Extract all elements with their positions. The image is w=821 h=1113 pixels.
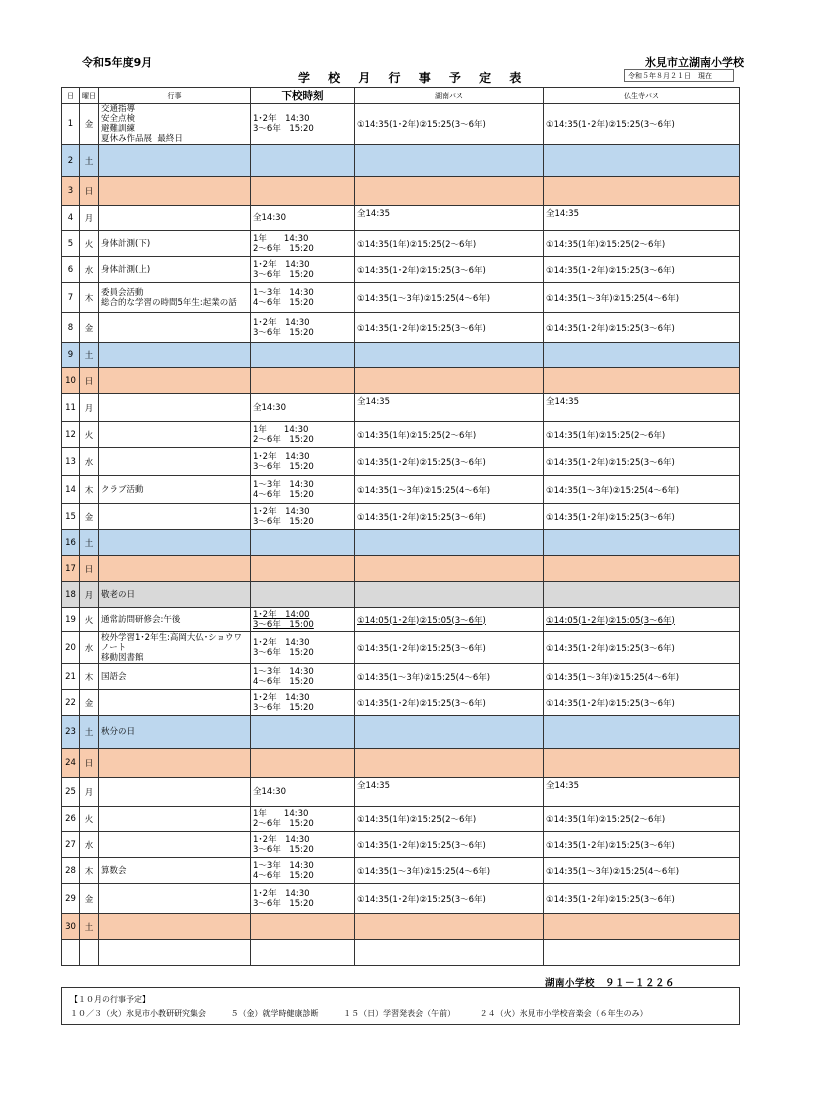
weekday-cell: 火 xyxy=(80,422,99,448)
dismissal-cell: 1･2年 14:30 3～6年 15:20 xyxy=(251,884,355,914)
col-bus-busshoji: 仏生寺バス xyxy=(544,88,740,104)
bus-konan-cell: 全14:35 xyxy=(355,394,544,422)
day-cell xyxy=(62,940,80,966)
dismissal-cell: 1年 14:30 2～6年 15:20 xyxy=(251,231,355,257)
weekday-cell: 木 xyxy=(80,283,99,313)
event-cell: 通常訪問研修会:午後 xyxy=(99,608,251,632)
bus-busshoji-cell xyxy=(544,749,740,778)
weekday-cell: 水 xyxy=(80,832,99,858)
dismissal-cell xyxy=(251,177,355,206)
dismissal-cell: 1～3年 14:30 4～6年 15:20 xyxy=(251,476,355,504)
weekday-cell: 土 xyxy=(80,914,99,940)
table-row xyxy=(62,858,740,884)
event-cell xyxy=(99,807,251,832)
weekday-cell: 土 xyxy=(80,145,99,177)
day-cell: 19 xyxy=(62,608,80,632)
day-cell: 3 xyxy=(62,177,80,206)
day-cell: 27 xyxy=(62,832,80,858)
event-cell xyxy=(99,368,251,394)
as-of-date: 令和５年８月２１日 現在 xyxy=(624,69,734,82)
dismissal-cell: 1･2年 14:30 3～6年 15:20 xyxy=(251,313,355,343)
bus-busshoji-cell xyxy=(544,914,740,940)
day-cell: 10 xyxy=(62,368,80,394)
table-row xyxy=(62,632,740,664)
dismissal-cell: 1･2年 14:30 3～6年 15:20 xyxy=(251,448,355,476)
weekday-cell: 水 xyxy=(80,448,99,476)
day-cell: 30 xyxy=(62,914,80,940)
table-row xyxy=(62,343,740,368)
dismissal-cell: 1年 14:30 2～6年 15:20 xyxy=(251,422,355,448)
bus-konan-cell xyxy=(355,749,544,778)
bus-busshoji-cell: ①14:35(1年)②15:25(2～6年) xyxy=(544,422,740,448)
table-row xyxy=(62,368,740,394)
table-row xyxy=(62,582,740,608)
dismissal-cell: 1･2年 14:30 3～6年 15:20 xyxy=(251,632,355,664)
day-cell: 26 xyxy=(62,807,80,832)
bus-busshoji-cell xyxy=(544,716,740,749)
weekday-cell: 水 xyxy=(80,257,99,283)
bus-busshoji-cell xyxy=(544,177,740,206)
day-cell: 24 xyxy=(62,749,80,778)
event-cell xyxy=(99,448,251,476)
table-row xyxy=(62,716,740,749)
event-cell: 国語会 xyxy=(99,664,251,690)
event-cell xyxy=(99,394,251,422)
weekday-cell: 火 xyxy=(80,807,99,832)
bus-busshoji-cell: ①14:35(1･2年)②15:25(3～6年) xyxy=(544,632,740,664)
dismissal-cell xyxy=(251,145,355,177)
table-row xyxy=(62,448,740,476)
dismissal-cell: 1･2年 14:30 3～6年 15:20 xyxy=(251,690,355,716)
bus-konan-cell: ①14:35(1･2年)②15:25(3～6年) xyxy=(355,884,544,914)
weekday-cell: 木 xyxy=(80,664,99,690)
bus-konan-cell: ①14:35(1～3年)②15:25(4～6年) xyxy=(355,476,544,504)
october-heading: 【１０月の行事予定】 xyxy=(70,995,150,1004)
dismissal-cell: 1･2年 14:30 3～6年 15:20 xyxy=(251,504,355,530)
day-cell: 7 xyxy=(62,283,80,313)
bus-konan-cell: ①14:35(1～3年)②15:25(4～6年) xyxy=(355,664,544,690)
bus-busshoji-cell: ①14:35(1･2年)②15:25(3～6年) xyxy=(544,504,740,530)
bus-busshoji-cell: ①14:35(1～3年)②15:25(4～6年) xyxy=(544,283,740,313)
weekday-cell: 日 xyxy=(80,177,99,206)
event-cell: 身体計測(下) xyxy=(99,231,251,257)
dismissal-cell: 1･2年 14:30 3～6年 15:20 xyxy=(251,104,355,145)
bus-konan-cell: ①14:35(1～3年)②15:25(4～6年) xyxy=(355,858,544,884)
day-cell: 21 xyxy=(62,664,80,690)
day-cell: 20 xyxy=(62,632,80,664)
dismissal-cell: 1･2年 14:30 3～6年 15:20 xyxy=(251,257,355,283)
october-item: １０／３（火）氷見市小教研研究集会 xyxy=(70,1009,206,1018)
bus-konan-cell xyxy=(355,145,544,177)
event-cell xyxy=(99,422,251,448)
dismissal-cell: 1年 14:30 2～6年 15:20 xyxy=(251,807,355,832)
bus-busshoji-cell xyxy=(544,145,740,177)
weekday-cell: 金 xyxy=(80,504,99,530)
day-cell: 29 xyxy=(62,884,80,914)
weekday-cell: 土 xyxy=(80,530,99,556)
bus-konan-cell xyxy=(355,530,544,556)
weekday-cell: 金 xyxy=(80,884,99,914)
october-item: １５（日）学習発表会（午前） xyxy=(343,1009,456,1018)
day-cell: 23 xyxy=(62,716,80,749)
schedule-table xyxy=(61,87,740,966)
page-title: 学 校 月 行 事 予 定 表 xyxy=(298,71,529,85)
dismissal-cell: 1･2年 14:30 3～6年 15:20 xyxy=(251,832,355,858)
bus-konan-cell xyxy=(355,343,544,368)
bus-busshoji-cell: ①14:35(1･2年)②15:25(3～6年) xyxy=(544,832,740,858)
weekday-cell: 日 xyxy=(80,749,99,778)
table-row xyxy=(62,556,740,582)
day-cell: 1 xyxy=(62,104,80,145)
weekday-cell: 金 xyxy=(80,690,99,716)
bus-busshoji-cell: ①14:35(1～3年)②15:25(4～6年) xyxy=(544,858,740,884)
table-row xyxy=(62,884,740,914)
day-cell: 9 xyxy=(62,343,80,368)
dismissal-cell xyxy=(251,940,355,966)
weekday-cell: 火 xyxy=(80,231,99,257)
october-schedule-box xyxy=(61,987,740,1025)
dismissal-cell: 1～3年 14:30 4～6年 15:20 xyxy=(251,664,355,690)
event-cell: 算数会 xyxy=(99,858,251,884)
weekday-cell: 日 xyxy=(80,368,99,394)
weekday-cell: 土 xyxy=(80,343,99,368)
bus-busshoji-cell xyxy=(544,556,740,582)
bus-busshoji-cell: ①14:35(1･2年)②15:25(3～6年) xyxy=(544,104,740,145)
october-item: ５（金）就学時健康診断 xyxy=(230,1009,319,1018)
day-cell: 6 xyxy=(62,257,80,283)
event-cell xyxy=(99,343,251,368)
weekday-cell: 金 xyxy=(80,313,99,343)
event-cell xyxy=(99,914,251,940)
table-row xyxy=(62,530,740,556)
event-cell: 交通指導 安全点検 避難訓練 夏休み作品展 最終日 xyxy=(99,104,251,145)
event-cell: 身体計測(上) xyxy=(99,257,251,283)
dismissal-cell: 1～3年 14:30 4～6年 15:20 xyxy=(251,858,355,884)
table-row xyxy=(62,914,740,940)
bus-busshoji-cell xyxy=(544,343,740,368)
weekday-cell xyxy=(80,940,99,966)
event-cell: 秋分の日 xyxy=(99,716,251,749)
event-cell xyxy=(99,778,251,807)
table-row xyxy=(62,104,740,145)
bus-konan-cell: ①14:35(1･2年)②15:25(3～6年) xyxy=(355,504,544,530)
table-row xyxy=(62,145,740,177)
bus-konan-cell: ①14:35(1･2年)②15:25(3～6年) xyxy=(355,632,544,664)
bus-konan-cell: ①14:35(1年)②15:25(2～6年) xyxy=(355,231,544,257)
bus-busshoji-cell: ①14:35(1･2年)②15:25(3～6年) xyxy=(544,690,740,716)
day-cell: 15 xyxy=(62,504,80,530)
day-cell: 17 xyxy=(62,556,80,582)
table-row xyxy=(62,690,740,716)
day-cell: 28 xyxy=(62,858,80,884)
dismissal-cell xyxy=(251,749,355,778)
event-cell xyxy=(99,530,251,556)
weekday-cell: 火 xyxy=(80,608,99,632)
col-events: 行事 xyxy=(99,88,251,104)
bus-busshoji-cell xyxy=(544,940,740,966)
dismissal-cell xyxy=(251,716,355,749)
event-cell: 委員会活動 総合的な学習の時間5年生:起業の話 xyxy=(99,283,251,313)
dismissal-cell: 全14:30 xyxy=(251,394,355,422)
dismissal-cell: 全14:30 xyxy=(251,778,355,807)
table-row xyxy=(62,422,740,448)
october-item: ２４（火）氷見市小学校音楽会（６年生のみ） xyxy=(479,1009,648,1018)
col-day: 日 xyxy=(62,88,80,104)
table-row xyxy=(62,283,740,313)
event-cell: 校外学習1･2年生:高岡大仏･ショウワ ノート 移動図書館 xyxy=(99,632,251,664)
table-row xyxy=(62,504,740,530)
day-cell: 4 xyxy=(62,206,80,231)
bus-busshoji-cell: ①14:35(1･2年)②15:25(3～6年) xyxy=(544,884,740,914)
weekday-cell: 月 xyxy=(80,206,99,231)
weekday-cell: 木 xyxy=(80,858,99,884)
bus-konan-cell: ①14:35(1･2年)②15:25(3～6年) xyxy=(355,313,544,343)
day-cell: 18 xyxy=(62,582,80,608)
table-row xyxy=(62,476,740,504)
school-name: 氷見市立湖南小学校 xyxy=(645,56,744,69)
table-row xyxy=(62,749,740,778)
bus-konan-cell xyxy=(355,914,544,940)
october-items xyxy=(70,1007,739,1021)
day-cell: 13 xyxy=(62,448,80,476)
weekday-cell: 月 xyxy=(80,394,99,422)
bus-konan-cell: ①14:35(1･2年)②15:25(3～6年) xyxy=(355,104,544,145)
bus-busshoji-cell: ①14:05(1･2年)②15:05(3～6年) xyxy=(544,608,740,632)
event-cell xyxy=(99,177,251,206)
event-cell xyxy=(99,884,251,914)
col-weekday: 曜日 xyxy=(80,88,99,104)
table-row xyxy=(62,940,740,966)
day-cell: 16 xyxy=(62,530,80,556)
weekday-cell: 月 xyxy=(80,582,99,608)
bus-konan-cell: ①14:35(1･2年)②15:25(3～6年) xyxy=(355,257,544,283)
event-cell xyxy=(99,832,251,858)
event-cell xyxy=(99,206,251,231)
dismissal-cell: 1～3年 14:30 4～6年 15:20 xyxy=(251,283,355,313)
table-header-row xyxy=(62,88,740,104)
event-cell: クラブ活動 xyxy=(99,476,251,504)
table-row xyxy=(62,313,740,343)
weekday-cell: 木 xyxy=(80,476,99,504)
bus-konan-cell xyxy=(355,368,544,394)
table-row xyxy=(62,257,740,283)
dismissal-cell xyxy=(251,343,355,368)
table-row xyxy=(62,231,740,257)
dismissal-cell xyxy=(251,556,355,582)
table-row xyxy=(62,664,740,690)
day-cell: 5 xyxy=(62,231,80,257)
table-row xyxy=(62,778,740,807)
weekday-cell: 月 xyxy=(80,778,99,807)
bus-busshoji-cell: ①14:35(1･2年)②15:25(3～6年) xyxy=(544,257,740,283)
fiscal-month-label: 令和5年度9月 xyxy=(82,56,153,69)
bus-busshoji-cell: 全14:35 xyxy=(544,206,740,231)
weekday-cell: 金 xyxy=(80,104,99,145)
bus-konan-cell: ①14:05(1･2年)②15:05(3～6年) xyxy=(355,608,544,632)
bus-konan-cell: 全14:35 xyxy=(355,778,544,807)
day-cell: 8 xyxy=(62,313,80,343)
day-cell: 14 xyxy=(62,476,80,504)
dismissal-cell xyxy=(251,914,355,940)
bus-busshoji-cell: ①14:35(1･2年)②15:25(3～6年) xyxy=(544,313,740,343)
event-cell: 敬老の日 xyxy=(99,582,251,608)
event-cell xyxy=(99,313,251,343)
col-bus-konan: 湖南バス xyxy=(355,88,544,104)
day-cell: 22 xyxy=(62,690,80,716)
table-row xyxy=(62,832,740,858)
bus-konan-cell xyxy=(355,582,544,608)
dismissal-cell xyxy=(251,582,355,608)
event-cell xyxy=(99,690,251,716)
contact-phone: 湖南小学校 ９１－１２２６ xyxy=(545,978,676,989)
bus-konan-cell xyxy=(355,177,544,206)
bus-konan-cell: ①14:35(1～3年)②15:25(4～6年) xyxy=(355,283,544,313)
table-row xyxy=(62,807,740,832)
table-row xyxy=(62,206,740,231)
event-cell xyxy=(99,749,251,778)
col-dismissal: 下校時刻 xyxy=(251,88,355,104)
weekday-cell: 土 xyxy=(80,716,99,749)
bus-busshoji-cell xyxy=(544,530,740,556)
weekday-cell: 日 xyxy=(80,556,99,582)
bus-konan-cell xyxy=(355,556,544,582)
day-cell: 12 xyxy=(62,422,80,448)
weekday-cell: 水 xyxy=(80,632,99,664)
dismissal-cell xyxy=(251,368,355,394)
bus-konan-cell: ①14:35(1年)②15:25(2～6年) xyxy=(355,422,544,448)
bus-busshoji-cell: ①14:35(1年)②15:25(2～6年) xyxy=(544,231,740,257)
bus-konan-cell xyxy=(355,716,544,749)
bus-busshoji-cell xyxy=(544,582,740,608)
day-cell: 2 xyxy=(62,145,80,177)
bus-konan-cell xyxy=(355,940,544,966)
bus-konan-cell: 全14:35 xyxy=(355,206,544,231)
dismissal-cell: 1･2年 14:00 3～6年 15:00 xyxy=(251,608,355,632)
day-cell: 11 xyxy=(62,394,80,422)
dismissal-cell xyxy=(251,530,355,556)
event-cell xyxy=(99,556,251,582)
bus-busshoji-cell: ①14:35(1～3年)②15:25(4～6年) xyxy=(544,664,740,690)
table-row xyxy=(62,608,740,632)
event-cell xyxy=(99,940,251,966)
bus-busshoji-cell xyxy=(544,368,740,394)
bus-konan-cell: ①14:35(1･2年)②15:25(3～6年) xyxy=(355,832,544,858)
bus-konan-cell: ①14:35(1･2年)②15:25(3～6年) xyxy=(355,448,544,476)
table-row xyxy=(62,177,740,206)
dismissal-cell: 全14:30 xyxy=(251,206,355,231)
schedule-body xyxy=(62,104,740,966)
bus-busshoji-cell: 全14:35 xyxy=(544,394,740,422)
day-cell: 25 xyxy=(62,778,80,807)
bus-busshoji-cell: ①14:35(1年)②15:25(2～6年) xyxy=(544,807,740,832)
event-cell xyxy=(99,145,251,177)
bus-busshoji-cell: 全14:35 xyxy=(544,778,740,807)
bus-konan-cell: ①14:35(1･2年)②15:25(3～6年) xyxy=(355,690,544,716)
bus-busshoji-cell: ①14:35(1･2年)②15:25(3～6年) xyxy=(544,448,740,476)
event-cell xyxy=(99,504,251,530)
bus-konan-cell: ①14:35(1年)②15:25(2～6年) xyxy=(355,807,544,832)
table-row xyxy=(62,394,740,422)
bus-busshoji-cell: ①14:35(1～3年)②15:25(4～6年) xyxy=(544,476,740,504)
